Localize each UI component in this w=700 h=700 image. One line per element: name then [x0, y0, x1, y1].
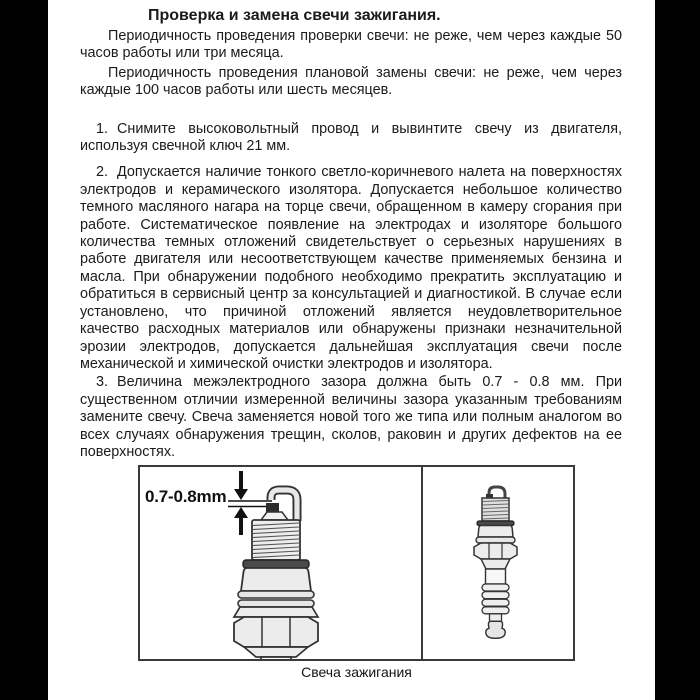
- figure-panel-gap-closeup: [140, 467, 423, 659]
- step-text: Снимите высоковольтный провод и вывинтите свечу из двигателя, используя свечной ключ 21 мм.: [80, 120, 622, 155]
- spark-plug-full-view-drawing: [423, 467, 573, 659]
- step-number: 1.: [96, 120, 109, 137]
- figure-caption: Свеча зажигания: [301, 664, 412, 681]
- paragraph-check-interval: Периодичность проведения проверки свечи: не реже, чем через каждые 50 часов работы или три месяца.: [80, 28, 622, 62]
- spark-plug-figure: [138, 465, 575, 661]
- document-page: [80, 6, 622, 680]
- step-text: Величина межэлектродного зазора должна быть 0.7 - 0.8 мм. При существенном отличии измеренной величины зазора указанным требованиям замените свечу. Свеча заменяется новой того же типа или полным аналогом во всех случаях обнаружения трещин, сколов, раковин и других дефектов на ее поверхностях.: [80, 374, 622, 460]
- step-number: 2.: [96, 164, 109, 181]
- gap-dimension-label: 0.7-0.8mm: [145, 487, 227, 507]
- step-text: Допускается наличие тонкого светло-коричневого налета на поверхностях электродов и керамического изолятора. Допускается небольшое количество темного масляного нагара на торце свечи, обращенном в камеру сгорания при работе. Систематическое появление на электродах и изоляторе большого количества темных отложений свидетельствует о серьезных нарушениях в работе двигателя или несоответствующем качестве применяемых бензина и масла. При обнаружении подобного необходимо прекратить эксплуатацию и обратиться в сервисный центр за консультацией и диагностикой. В случае если установлено, что причиной отложений является неудовлетворительное качество расходных материалов или обнаружены признаки незначительной эрозии электродов, допускается дальнейшая эксплуатация свечи после механической и химической очистки электродов и изолятора.: [80, 164, 622, 372]
- step-number: 3.: [96, 374, 109, 391]
- step-item-2: [80, 164, 622, 373]
- page-title: Проверка и замена свечи зажигания.: [148, 7, 441, 24]
- figure-panel-full-plug: [423, 467, 573, 659]
- step-item-3: [80, 374, 622, 461]
- paragraph-replace-interval: Периодичность проведения плановой замены свечи: не реже, чем через каждые 100 часов работы или шесть месяцев.: [80, 64, 622, 99]
- step-item-1: [80, 121, 622, 156]
- scan-black-edge-right: [655, 0, 700, 700]
- scan-black-edge-left: [0, 0, 48, 700]
